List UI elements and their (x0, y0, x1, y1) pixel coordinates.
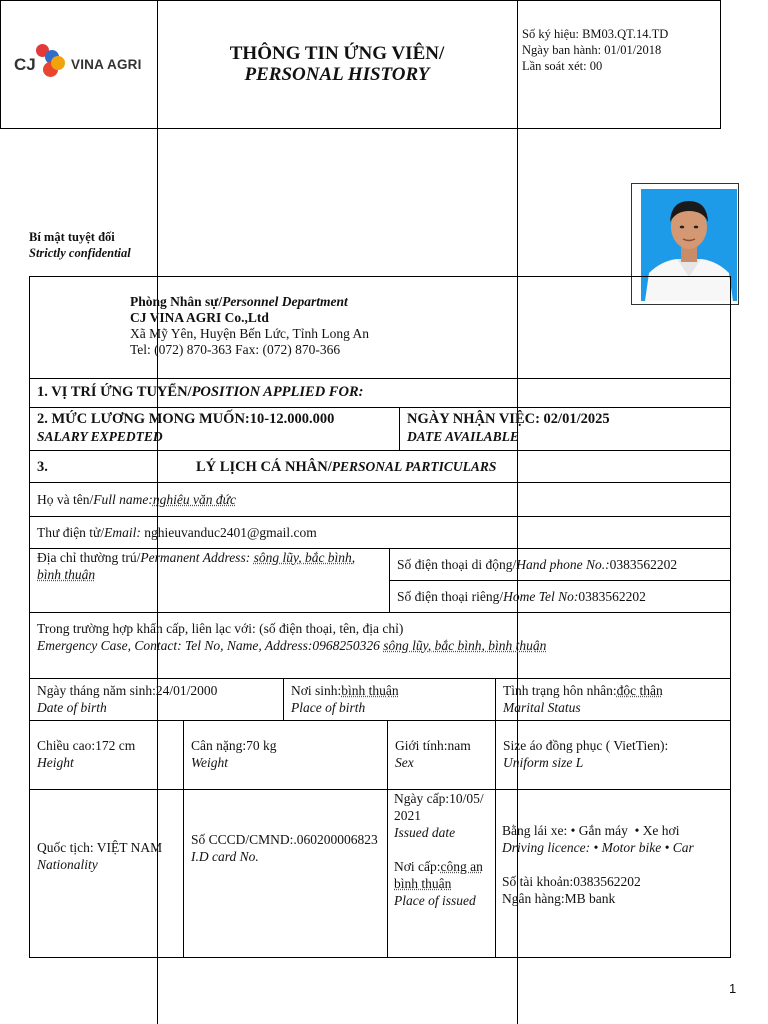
bullet-icon: • (570, 823, 576, 838)
home-tel-label-vi: Số điện thoại riêng/ (397, 589, 504, 604)
fullname-row (29, 482, 731, 517)
emergency-label-vi: Trong trường hợp khẩn cấp, liên lạc với: (số điện thoại, tên, địa chỉ) (37, 621, 404, 636)
dob-label-vi: Ngày tháng năm sinh: (37, 683, 156, 698)
nationality-label-vi: Quốc tịch: (37, 840, 97, 855)
nationality-value[interactable]: VIỆT NAM (96, 840, 163, 855)
pob-cell (283, 678, 496, 721)
email-value[interactable]: nghieuvanduc2401@gmail.com (140, 525, 317, 540)
position-row (29, 378, 731, 408)
confidential-label-en: Strictly confidential (29, 246, 131, 260)
home-tel-label-en: Home Tel No: (503, 589, 579, 604)
start-date-label-vi: NGÀY NHẬN VIỆC: 02/01/2025 (407, 411, 610, 427)
bullet-icon: • (664, 840, 670, 855)
section3-label-en: PERSONAL PARTICULARS (331, 459, 497, 474)
license-car-en[interactable]: Car (672, 840, 694, 855)
salary-label-en: SALARY EXPEDTED (37, 429, 163, 444)
marital-label-vi: Tình trạng hôn nhân: (503, 683, 617, 698)
height-label-vi: Chiều cao: (37, 738, 96, 753)
company-logo (14, 44, 154, 84)
dob-value[interactable]: 24/01/2000 (155, 683, 218, 698)
bullet-icon: • (634, 823, 640, 838)
license-label-vi: Bằng lái xe: (502, 823, 568, 838)
nationality-cell (29, 789, 184, 958)
mobile-phone-cell (389, 548, 731, 581)
bank-name-value[interactable]: MB bank (564, 891, 616, 906)
uniform-label-en: Uniform size (503, 755, 576, 770)
page-title-vi: THÔNG TIN ỨNG VIÊN/ (229, 43, 445, 64)
license-moto-en[interactable]: Motor bike (601, 840, 662, 855)
marital-value[interactable]: độc thân (616, 683, 663, 698)
uniform-label-vi: Size áo đồng phục ( VietTien): (503, 738, 669, 753)
emergency-label-en: Emergency Case, Contact: Tel No, Name, Address: (37, 638, 313, 653)
recipient-block (29, 276, 731, 379)
bank-account-value[interactable]: 0383562202 (573, 874, 641, 889)
id-label-en: I.D card No. (191, 849, 259, 864)
logo-company-text: VINA AGRI (71, 57, 142, 72)
logo-cj-text: CJ (14, 55, 36, 74)
marital-label-en: Marital Status (503, 700, 581, 715)
weight-cell (183, 720, 388, 790)
home-phone-cell (389, 580, 731, 613)
fullname-label-en: Full name: (93, 492, 153, 507)
address-cell (29, 548, 390, 613)
issued-place-label-en: Place of issued (394, 893, 476, 908)
dob-cell (29, 678, 284, 721)
pob-value[interactable]: bình thuận (341, 683, 399, 698)
height-value[interactable]: 172 cm (95, 738, 136, 753)
bank-account-label: Số tài khoản: (502, 874, 574, 889)
license-moto-vi[interactable]: Gắn máy (578, 823, 628, 838)
sex-label-vi: Giới tính: (395, 738, 448, 753)
position-label-en: POSITION APPLIED FOR: (191, 384, 364, 400)
address-label-vi: Địa chỉ thường trú/ (37, 550, 141, 565)
id-card-cell (183, 789, 388, 958)
dept-label-vi: Phòng Nhân sự/ (130, 294, 223, 309)
page-number: 1 (729, 981, 737, 996)
fullname-label-vi: Họ và tên/ (37, 492, 94, 507)
sex-cell (387, 720, 496, 790)
email-label-en: Email: (104, 525, 141, 540)
start-date-cell (399, 407, 731, 451)
license-bank-cell (495, 789, 731, 958)
doc-revision: Lần soát xét: 00 (522, 59, 603, 73)
start-date-label-en: DATE AVAILABLE (407, 429, 519, 444)
company-tel: Tel: (072) 870-363 Fax: (072) 870-366 (130, 342, 341, 357)
company-name: CJ VINA AGRI Co.,Ltd (130, 310, 269, 325)
bank-name-label: Ngân hàng: (502, 891, 565, 906)
pob-label-vi: Nơi sinh: (291, 683, 342, 698)
position-label-vi: 1. VỊ TRÍ ỨNG TUYỂN/ (37, 384, 192, 400)
email-label-vi: Thư điện tử/ (37, 525, 105, 540)
email-row (29, 516, 731, 549)
emergency-address[interactable]: sông lũy, bắc bình, bình thuận (383, 638, 547, 653)
page-title-en: PERSONAL HISTORY (244, 64, 430, 85)
dept-label-en: Personnel Department (222, 294, 348, 309)
address-value[interactable]: sông lũy, bắc bình, bình thuận (37, 550, 356, 582)
weight-label-vi: Cân nặng: (191, 738, 247, 753)
company-address: Xã Mỹ Yên, Huyện Bến Lức, Tỉnh Long An (130, 326, 370, 341)
nationality-label-en: Nationality (37, 857, 98, 872)
doc-code: Số ký hiệu: BM03.QT.14.TD (522, 27, 669, 41)
uniform-value[interactable]: L (575, 755, 584, 770)
bullet-icon: • (593, 840, 599, 855)
pob-label-en: Place of birth (291, 700, 366, 715)
section3-label-vi: LÝ LỊCH CÁ NHÂN/ (196, 459, 332, 475)
license-label-en: Driving licence: (502, 840, 591, 855)
confidential-label-vi: Bí mật tuyệt đối (29, 230, 115, 244)
emergency-phone[interactable]: 0968250326 (312, 638, 384, 653)
fullname-value[interactable]: nghiêu văn đức (152, 492, 236, 507)
issued-date-label-en: Issued date (394, 825, 456, 840)
id-value[interactable]: 060200006823 (296, 832, 378, 847)
issued-place-value[interactable]: công an bình thuận (394, 859, 483, 891)
section3-header (29, 450, 731, 483)
license-car-vi[interactable]: Xe hơi (642, 823, 680, 838)
issue-cell (387, 789, 496, 958)
mobile-label-en: Hand phone No.: (516, 557, 610, 572)
issued-date-value[interactable]: 10/05/2021 (394, 791, 484, 823)
id-label-vi: Số CCCD/CMND:. (191, 832, 297, 847)
weight-value[interactable]: 70 kg (246, 738, 277, 753)
emergency-row (29, 612, 731, 679)
document-header (0, 0, 721, 129)
mobile-value[interactable]: 0383562202 (609, 557, 678, 572)
mobile-label-vi: Số điện thoại di động/ (397, 557, 517, 572)
salary-cell (29, 407, 400, 451)
sex-label-en: Sex (395, 755, 414, 770)
marital-cell (495, 678, 731, 721)
doc-issue-date: Ngày ban hành: 01/01/2018 (522, 43, 662, 57)
salary-label-vi: 2. MỨC LƯƠNG MONG MUỐN:10-12.000.000 (37, 411, 335, 427)
weight-label-en: Weight (191, 755, 228, 770)
address-label-en: Permanent Address: (140, 550, 254, 565)
section3-number: 3. (37, 459, 48, 475)
home-tel-value[interactable]: 0383562202 (578, 589, 646, 604)
height-cell (29, 720, 184, 790)
sex-value[interactable]: nam (447, 738, 471, 753)
height-label-en: Height (37, 755, 74, 770)
dob-label-en: Date of birth (37, 700, 107, 715)
issued-place-label-vi: Nơi cấp: (394, 859, 441, 874)
issued-date-label-vi: Ngày cấp: (394, 791, 450, 806)
uniform-cell (495, 720, 731, 790)
